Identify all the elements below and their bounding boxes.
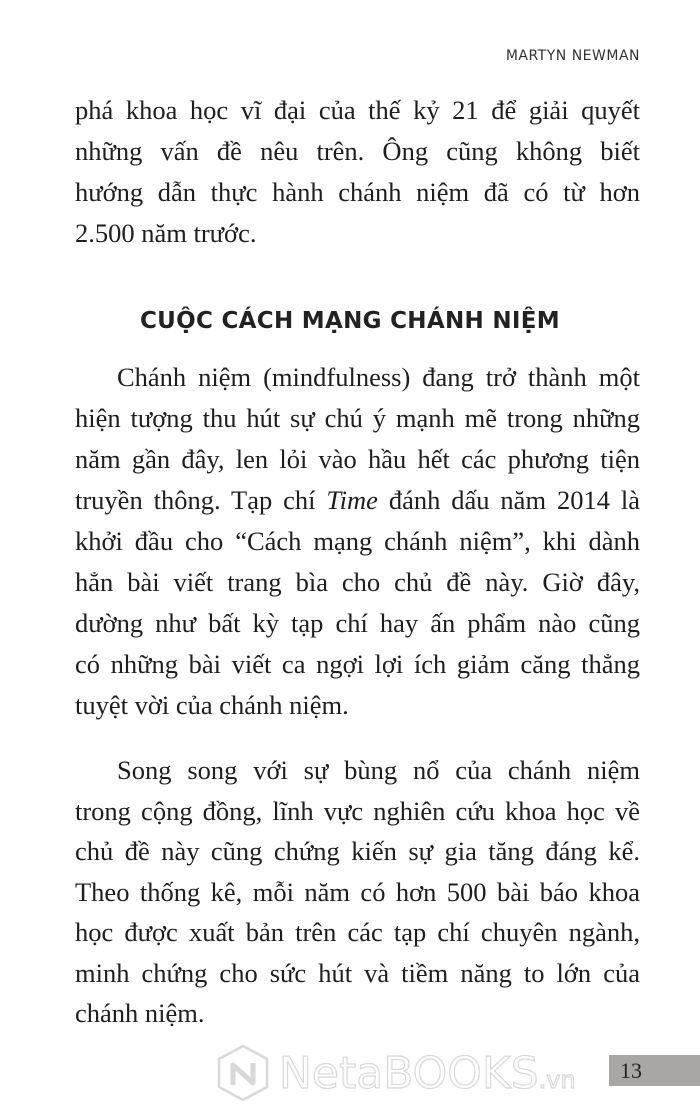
watermark-suffix: .vn: [538, 1065, 576, 1094]
text-line: Song song với sự bùng nổ của chánh niệm: [117, 755, 640, 785]
text-line: chủ đề này cũng chứng kiến sự gia tăng đáng kể.: [75, 836, 640, 866]
text-line: năm gần đây, len lỏi vào hầu hết các phương tiện: [75, 444, 640, 474]
paragraph-2: [75, 357, 640, 726]
paragraph-1: [75, 90, 640, 254]
text-line: có những bài viết ca ngợi lợi ích giảm căng thẳng: [75, 649, 640, 679]
italic-title: Time: [326, 485, 378, 515]
text-line: hiện tượng thu hút sự chú ý mạnh mẽ trong những: [75, 403, 640, 433]
text-line: chánh niệm.: [75, 998, 205, 1028]
watermark: [215, 1043, 576, 1103]
text-line: Theo thống kê, mỗi năm có hơn 500 bài báo khoa: [75, 876, 640, 907]
text-line: hẳn bài viết trang bìa cho chủ đề này. Giờ đây,: [75, 567, 640, 597]
text-line: tuyệt vời của chánh niệm.: [75, 690, 349, 720]
text-line: hướng dẫn thực hành chánh niệm đã có từ hơn: [75, 177, 640, 207]
text-segment: truyền thông. Tạp chí: [75, 485, 327, 515]
running-header-author: MARTYN NEWMAN: [505, 48, 640, 64]
text-line: dường như bất kỳ tạp chí hay ấn phẩm nào cũng: [75, 608, 640, 638]
text-segment: đánh dấu năm 2014 là: [377, 485, 640, 515]
text-line: 2.500 năm trước.: [75, 218, 257, 248]
netabooks-logo-icon: [215, 1043, 271, 1103]
text-line: Chánh niệm (mindfulness) đang trở thành một: [117, 362, 640, 392]
text-line: [75, 480, 640, 521]
section-heading: CUỘC CÁCH MẠNG CHÁNH NIỆM: [140, 308, 560, 334]
watermark-brand: NetaBOOKS: [279, 1047, 539, 1099]
page-number: 13: [620, 1058, 642, 1083]
text-line: học được xuất bản trên các tạp chí chuyên ngành,: [75, 917, 640, 947]
text-line: trong cộng đồng, lĩnh vực nghiên cứu khoa học về: [75, 795, 640, 826]
paragraph-3: [75, 750, 640, 1034]
text-line: phá khoa học vĩ đại của thế kỷ 21 để giải quyết: [75, 95, 640, 125]
text-line: những vấn đề nêu trên. Ông cũng không biết: [75, 136, 640, 166]
text-line: khởi đầu cho “Cách mạng chánh niệm”, khi dành: [75, 526, 640, 556]
text-line: minh chứng cho sức hút và tiềm năng to lớn của: [75, 957, 640, 988]
